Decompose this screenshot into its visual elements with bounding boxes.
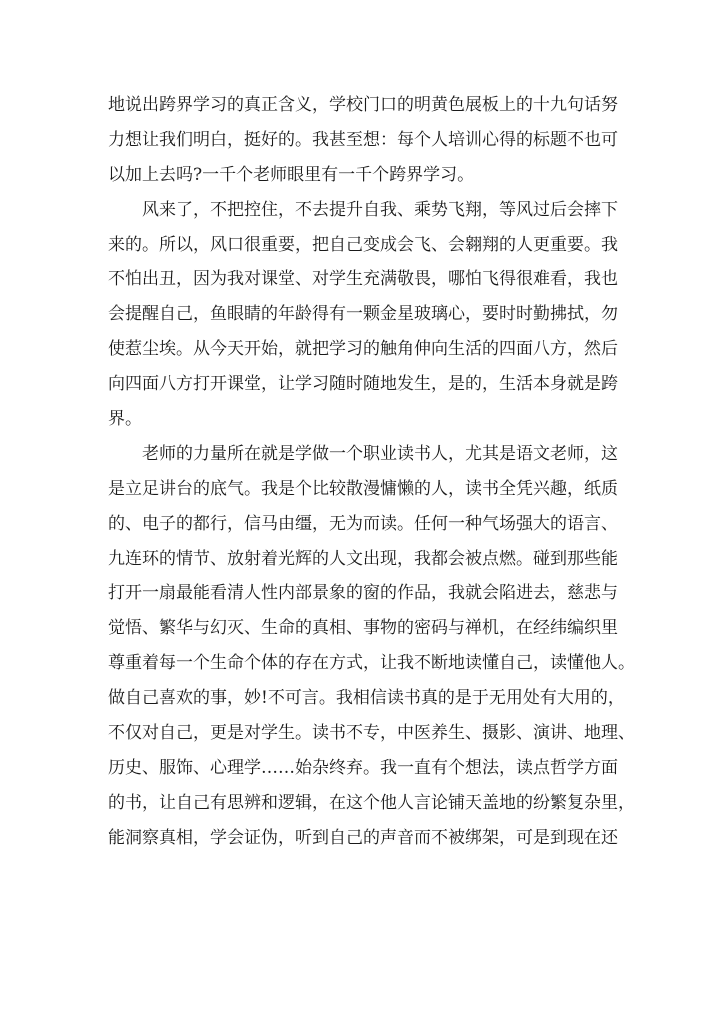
- text-line: 不怕出丑，因为我对课堂、对学生充满敬畏，哪怕飞得很难看，我也: [108, 269, 618, 290]
- text-line: 地说出跨界学习的真正含义，学校门口的明黄色展板上的十九句话努: [108, 95, 618, 115]
- text-line: 力想让我们明白，挺好的。我甚至想：每个人培训心得的标题不也可: [108, 129, 618, 150]
- text-line: 历史、服饰、心理学……始杂终弃。我一直有个想法，读点哲学方面: [108, 757, 618, 778]
- text-line: 做自己喜欢的事，妙!不可言。我相信读书真的是于无用处有大用的，: [108, 688, 625, 709]
- text-line: 界。: [108, 409, 142, 430]
- text-line: 觉悟、繁华与幻灭、生命的真相、事物的密码与禅机，在经纬编织里: [108, 618, 618, 639]
- paragraph-3: [108, 437, 635, 856]
- text-line: 的、电子的都行，信马由缰，无为而读。任何一种气场强大的语言、: [108, 513, 618, 534]
- text-line: 不仅对自己，更是对学生。读书不专，中医养生、摄影、演讲、地理、: [108, 723, 635, 744]
- text-line: 来的。所以，风口很重要，把自己变成会飞、会翱翔的人更重要。我: [108, 234, 618, 255]
- paragraph-1: [108, 88, 618, 193]
- text-line: 以加上去吗?一千个老师眼里有一千个跨界学习。: [108, 164, 475, 185]
- text-line: 使惹尘埃。从今天开始，就把学习的触角伸向生活的四面八方，然后: [108, 339, 618, 360]
- text-line: 的书，让自己有思辨和逻辑，在这个他人言论铺天盖地的纷繁复杂里，: [108, 792, 635, 813]
- text-line: 是立足讲台的底气。我是个比较散漫慵懒的人，读书全凭兴趣，纸质: [108, 478, 618, 499]
- text-line: 能洞察真相，学会证伪，听到自己的声音而不被绑架，可是到现在还: [108, 827, 618, 848]
- text-line: 尊重着每一个生命个体的存在方式，让我不断地读懂自己，读懂他人。: [108, 653, 635, 674]
- body-text: [108, 88, 635, 856]
- text-line: 老师的力量所在就是学做一个职业读书人，尤其是语文老师，这: [142, 443, 618, 464]
- paragraph-2: [108, 193, 618, 437]
- text-line: 会提醒自己，鱼眼睛的年龄得有一颗金星玻璃心，要时时勤拂拭，勿: [108, 304, 618, 325]
- text-line: 向四面八方打开课堂，让学习随时随地发生，是的，生活本身就是跨: [108, 374, 618, 395]
- text-line: 打开一扇最能看清人性内部景象的窗的作品，我就会陷进去，慈悲与: [108, 583, 618, 604]
- text-line: 风来了，不把控住，不去提升自我、乘势飞翔，等风过后会摔下: [142, 199, 618, 220]
- text-line: 九连环的情节、放射着光辉的人文出现，我都会被点燃。碰到那些能: [108, 548, 618, 569]
